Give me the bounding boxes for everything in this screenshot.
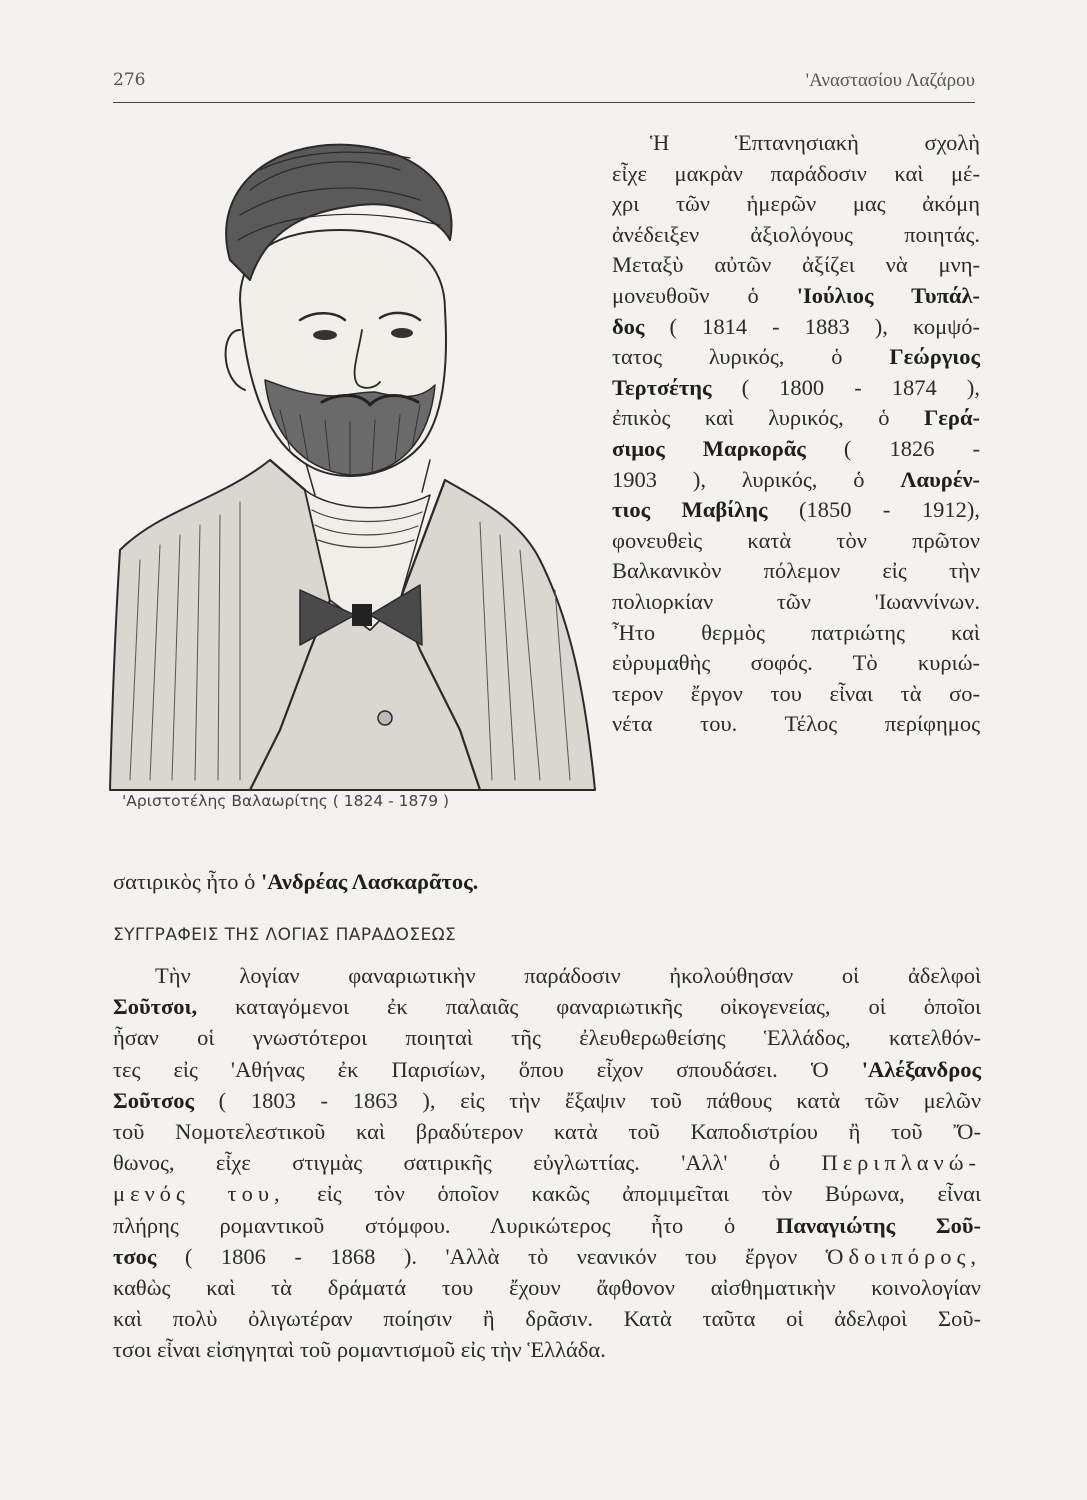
spaced-title: Ὁδοιπόρος, xyxy=(825,1243,981,1269)
column-line: χρι τῶν ἡμερῶν μας ἀκόμη xyxy=(612,191,980,217)
paragraph-line xyxy=(113,991,981,1022)
column-line: Μεταξὺ αὐτῶν ἀξίζει νὰ μνη- xyxy=(612,252,980,278)
bold-name: 'Αλέξανδρος xyxy=(861,1056,981,1082)
bold-name: Παναγιώτης Σοῦ- xyxy=(775,1212,981,1238)
column-line xyxy=(612,373,980,404)
text-run: ( 1814 - 1883 ), κομψό- xyxy=(644,313,980,339)
bold-name: Γεώργιος xyxy=(889,344,980,370)
text-run: ( 1826 - xyxy=(805,435,980,461)
paragraph-line: καθὼς καὶ τὰ δράματά του ἔχουν ἄφθονον αἰσθηματικὴν κοινολογίαν xyxy=(113,1275,981,1301)
text-run: καταγόμενοι ἐκ παλαιᾶς φαναριωτικῆς οἰκογενείας, οἱ ὁποῖοι xyxy=(197,994,981,1020)
bold-name: δος xyxy=(612,313,645,339)
column-text xyxy=(612,128,980,740)
text-run: ( 1806 - 1868 ). 'Αλλὰ τὸ νεανικόν του ἔργον xyxy=(156,1243,826,1269)
continuation-line xyxy=(113,866,981,897)
paragraph-line xyxy=(113,1241,981,1272)
column-line xyxy=(612,281,980,312)
column-line: εὐρυμαθὴς σοφός. Τὸ κυριώ- xyxy=(612,650,980,676)
column-line xyxy=(612,495,980,526)
column-line xyxy=(612,465,980,496)
column-line: φονευθεὶς κατὰ τὸν πρῶτον xyxy=(612,527,980,553)
column-line: πολιορκίαν τῶν 'Ιωαννίνων. xyxy=(612,588,980,614)
column-line: τερον ἔργον του εἶναι τὰ σο- xyxy=(612,680,980,706)
column-line: εἶχε μακρὰν παράδοσιν καὶ μέ- xyxy=(612,160,980,186)
paragraph-line xyxy=(113,1147,981,1178)
running-title: 'Αναστασίου Λαζάρου xyxy=(805,70,975,91)
paragraph-line xyxy=(113,1210,981,1241)
column-line: νέτα του. Τέλος περίφημος xyxy=(612,711,980,737)
spaced-title: μενός του, xyxy=(113,1181,285,1207)
bold-name: Σοῦτσοι, xyxy=(113,994,198,1020)
text-run: σατιρικὸς ἦτο ὁ xyxy=(113,869,261,894)
section-heading: ΣΥΓΓΡΑΦΕΙΣ ΤΗΣ ΛΟΓΙΑΣ ΠΑΡΑΔΟΣΕΩΣ xyxy=(113,925,457,945)
text-run: ( 1803 - 1863 ), εἰς τὴν ἔξαψιν τοῦ πάθους κατὰ τῶν μελῶν xyxy=(194,1087,981,1113)
column-line xyxy=(612,312,980,343)
column-line: ἀνέδειξεν ἀξιολόγους ποιητάς. xyxy=(612,221,980,247)
column-line xyxy=(612,434,980,465)
bold-name: Λαυρέν- xyxy=(900,466,980,492)
portrait-engraving xyxy=(100,130,605,795)
paragraph-line xyxy=(113,1085,981,1116)
paragraph-line xyxy=(113,1054,981,1085)
text-run: τες εἰς 'Αθήνας ἐκ Παρισίων, ὅπου εἶχον σπουδάσει. Ὁ xyxy=(113,1056,862,1082)
bold-name: 'Ιούλιος Τυπάλ- xyxy=(796,282,981,308)
paragraph-line: τσοι εἶναι εἰσηγηταὶ τοῦ ρομαντισμοῦ εἰς τὴν Ἑλλάδα. xyxy=(113,1337,606,1363)
column-line: Ἦτο θερμὸς πατριώτης καὶ xyxy=(612,619,980,645)
paragraph-line: ἦσαν οἱ γνωστότεροι ποιηταὶ τῆς ἐλευθερωθείσης Ἑλλάδος, κατελθόν- xyxy=(113,1025,981,1051)
text-run: 1903 ), λυρικός, ὁ xyxy=(612,466,901,492)
column-line: Ἡ Ἑπτανησιακὴ σχολὴ xyxy=(650,130,980,155)
text-run: πλήρης ρομαντικοῦ στόμφου. Λυρικώτερος ἦτο ὁ xyxy=(113,1212,776,1238)
text-run: θωνος, εἶχε στιγμὰς σατιρικῆς εὐγλωττίας. 'Αλλ' ὁ xyxy=(113,1150,822,1176)
column-line xyxy=(612,342,980,373)
paragraph-line: Τὴν λογίαν φαναριωτικὴν παράδοσιν ἠκολούθησαν οἱ ἀδελφοὶ xyxy=(155,963,981,988)
bold-name: Τερτσέτης xyxy=(612,374,712,400)
paragraph-line: καὶ πολὺ ὀλιγωτέραν ποίησιν ἢ δρᾶσιν. Κατὰ ταῦτα οἱ ἀδελφοὶ Σοῦ- xyxy=(113,1306,981,1332)
figure-caption: 'Αριστοτέλης Βαλαωρίτης ( 1824 - 1879 ) xyxy=(122,792,450,810)
bold-name: τσος xyxy=(113,1243,157,1269)
column-line: Βαλκανικὸν πόλεμον εἰς τὴν xyxy=(612,558,980,584)
text-run: ( 1800 - 1874 ), xyxy=(711,374,980,400)
bold-name: Γερά- xyxy=(923,405,980,431)
column-line xyxy=(612,403,980,434)
text-run: μονευθοῦν ὁ xyxy=(612,282,797,308)
spaced-title: Περιπλανώ- xyxy=(821,1150,981,1176)
bold-name: 'Ανδρέας Λασκαρᾶτος. xyxy=(260,869,479,894)
body-paragraph xyxy=(113,960,981,1366)
text-run: (1850 - 1912), xyxy=(767,497,980,523)
bold-name: τιος Μαβίλης xyxy=(612,497,768,523)
bold-name: σιμος Μαρκορᾶς xyxy=(612,435,806,461)
text-run: εἰς τὸν ὁποῖον κακῶς ἀπομιμεῖται τὸν Βύρωνα, εἶναι xyxy=(284,1181,981,1207)
text-run: τατος λυρικός, ὁ xyxy=(612,344,890,370)
page-number: 276 xyxy=(113,70,146,90)
paragraph-line xyxy=(113,1178,981,1209)
paragraph-line: τοῦ Νομοτελεστικοῦ καὶ βραδύτερον κατὰ τοῦ Καποδιστρίου ἢ τοῦ Ὄ- xyxy=(113,1119,981,1145)
running-header xyxy=(113,62,975,103)
bold-name: Σοῦτσος xyxy=(113,1087,194,1113)
text-run: ἐπικὸς καὶ λυρικός, ὁ xyxy=(612,405,924,431)
